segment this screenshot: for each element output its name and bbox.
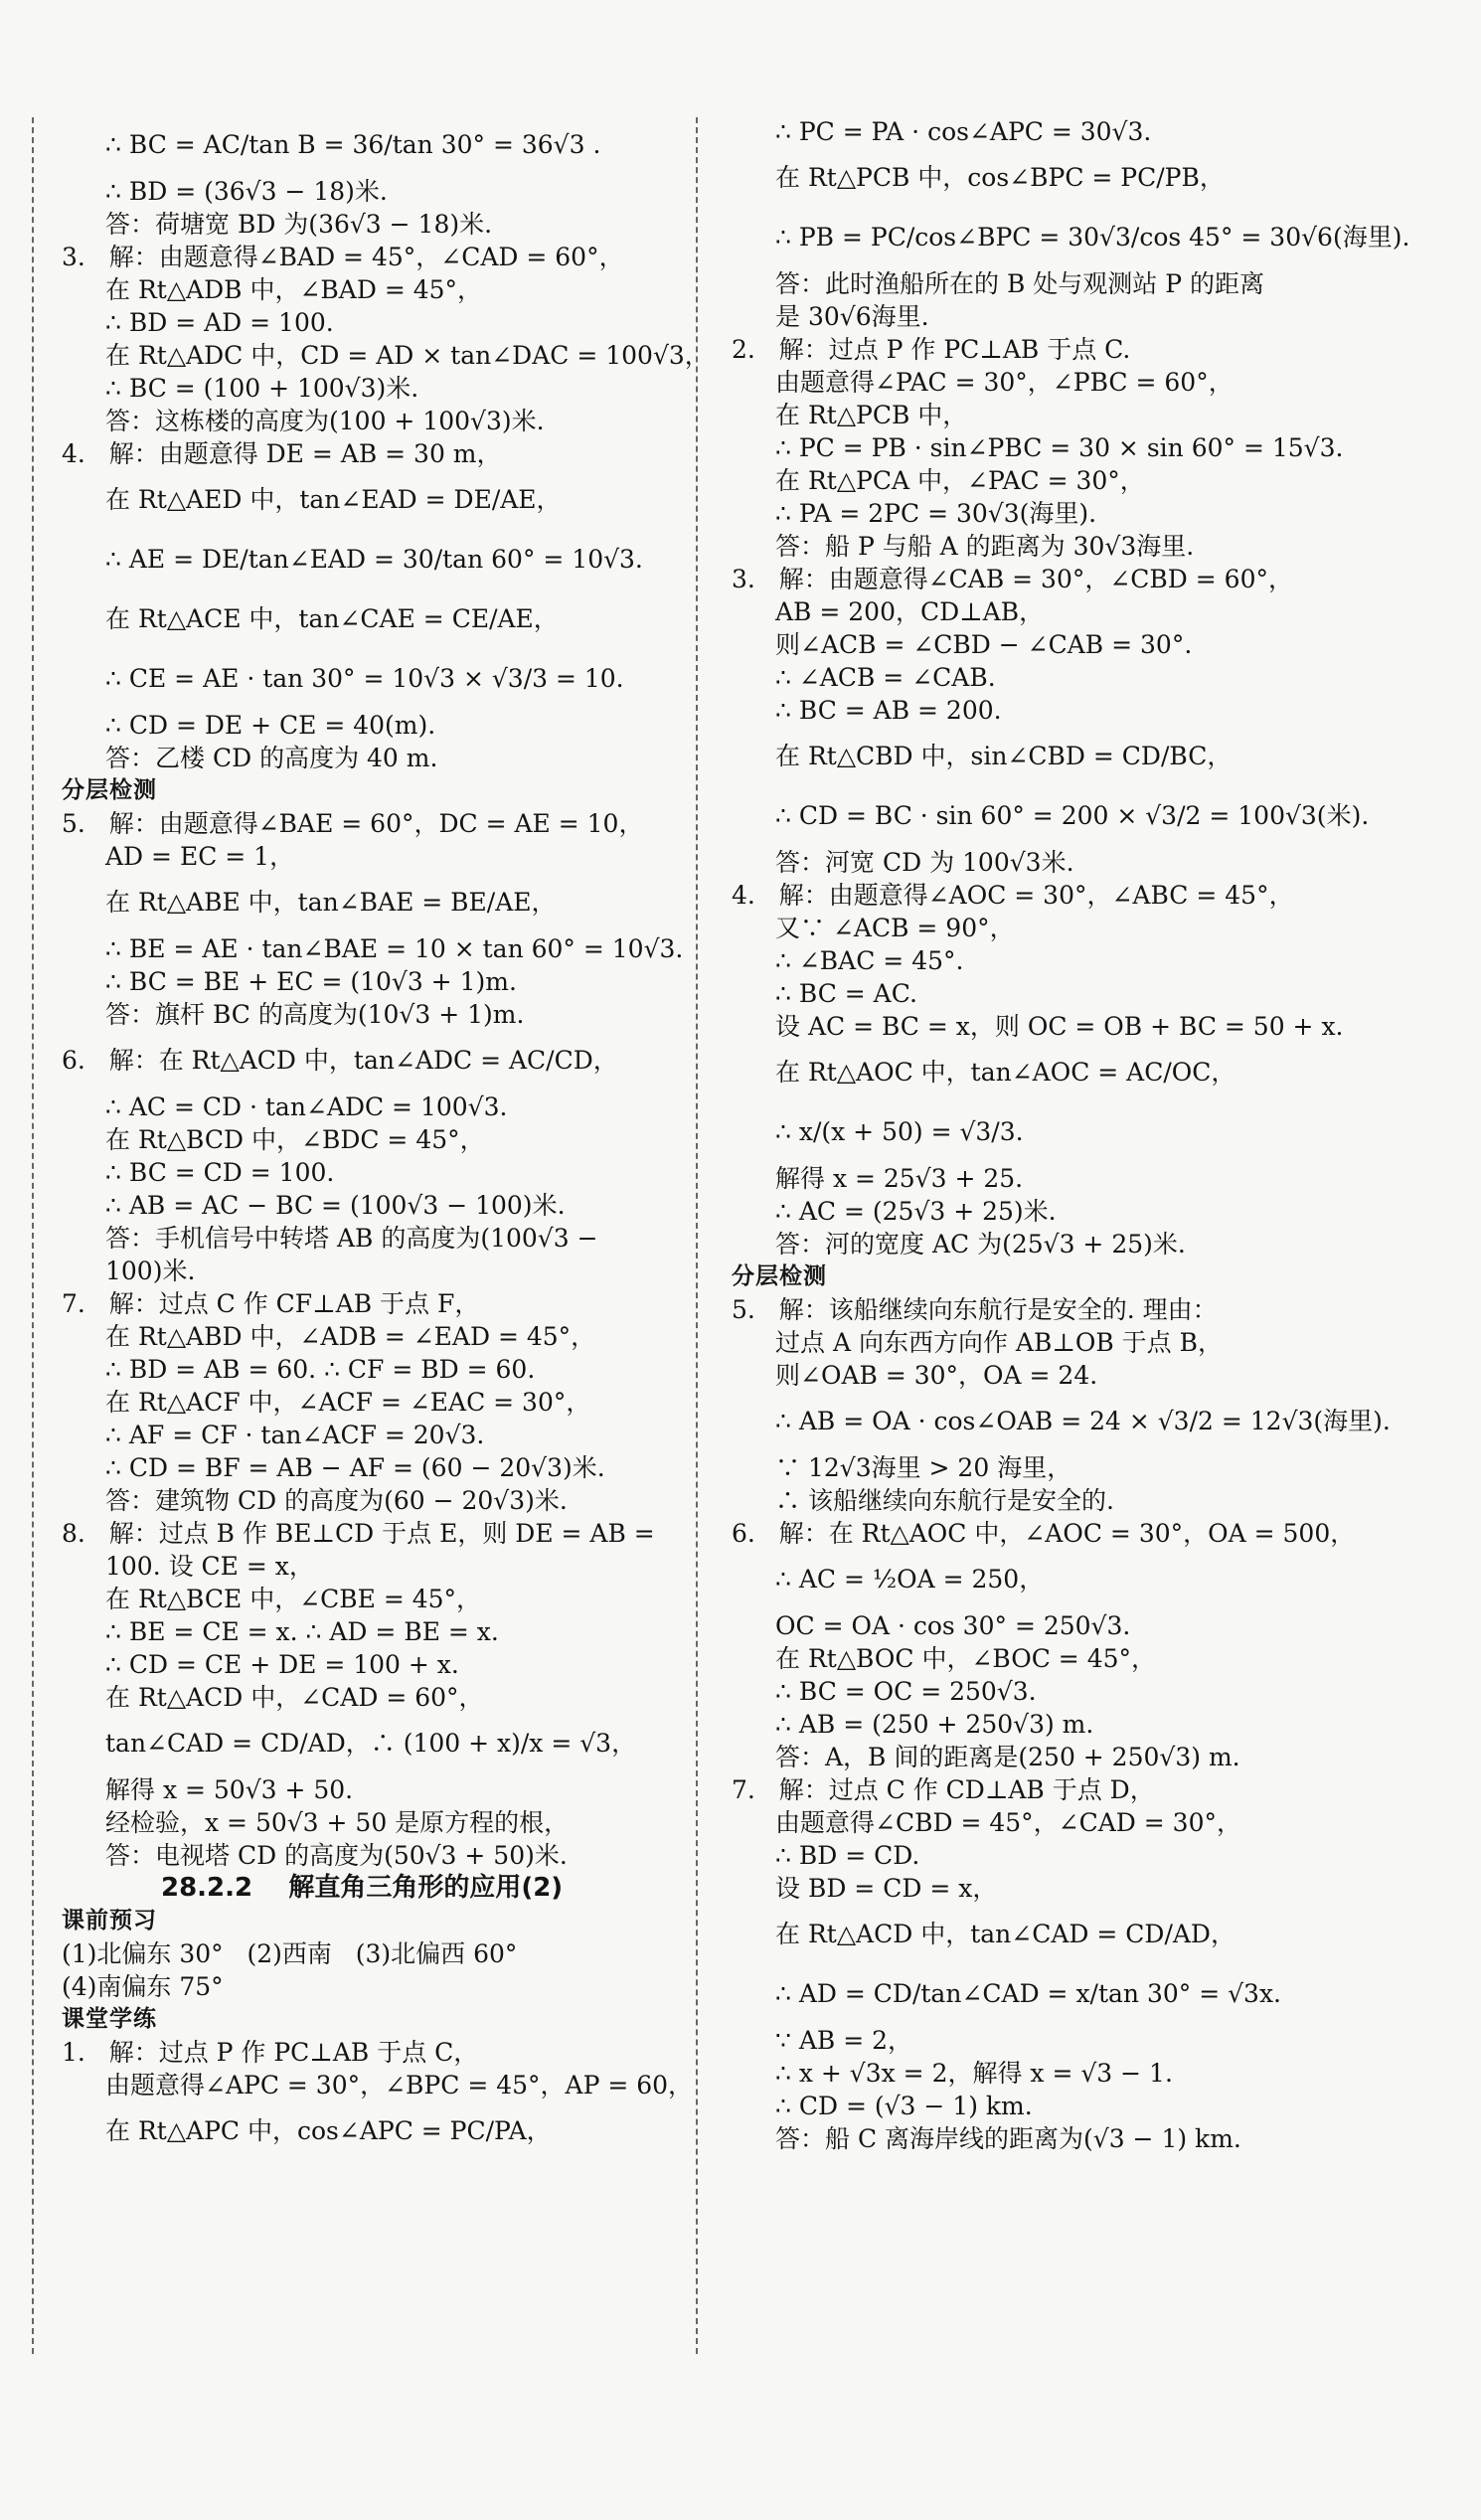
solution-line: ∴ PB = PC/cos∠BPC = 30√3/cos 45° = 30√6(海里). [775,223,1410,252]
solution-line: ∵ 12√3海里 > 20 海里， [775,1453,1072,1482]
solution-line: ∴ AC = CD · tan∠ADC = 100√3. [105,1092,508,1121]
solution-line: 3. 解：由题意得∠BAD = 45°，∠CAD = 60°， [62,243,624,271]
solution-line: AB = 200，CD⊥AB， [775,597,1045,626]
solution-line: 在 Rt△CBD 中，sin∠CBD = CD/BC， [775,742,1233,770]
solution-line: ∴ BD = CD. [775,1841,920,1870]
solution-line: 1. 解：过点 P 作 PC⊥AB 于点 C， [62,2038,479,2067]
section-heading: 分层检测 [732,1263,827,1289]
solution-line: ∴ BD = (36√3 − 18)米. [105,177,388,206]
solution-line: 答：船 C 离海岸线的距离为(√3 − 1) km. [775,2124,1241,2153]
solution-line: 在 Rt△AED 中，tan∠EAD = DE/AE， [105,485,562,514]
section-heading: 课堂学练 [62,2006,157,2032]
solution-line: 在 Rt△ADC 中，CD = AD × tan∠DAC = 100√3， [105,341,710,370]
solution-line: ∴ BD = AD = 100. [105,308,334,337]
solution-line: ∴ AB = (250 + 250√3) m. [775,1710,1094,1739]
solution-line: AD = EC = 1， [105,842,295,871]
solution-line: ∴ BC = BE + EC = (10√3 + 1)m. [105,967,517,996]
solution-line: 在 Rt△BOC 中，∠BOC = 45°， [775,1644,1157,1673]
solution-line: 在 Rt△BCE 中，∠CBE = 45°， [105,1585,482,1613]
right-column [732,115,1410,2155]
solution-line: 解得 x = 25√3 + 25. [775,1164,1024,1193]
solution-line: ∴ AF = CF · tan∠ACF = 20√3. [105,1421,485,1449]
solution-line: 6. 解：在 Rt△ACD 中，tan∠ADC = AC/CD， [62,1046,618,1075]
solution-line: 在 Rt△PCB 中， [775,401,968,429]
solution-line: 2. 解：过点 P 作 PC⊥AB 于点 C. [732,335,1131,364]
solution-line: ∴ AB = AC − BC = (100√3 − 100)米. [105,1191,566,1220]
solution-line: 解得 x = 50√3 + 50. [105,1775,354,1804]
solution-line: 由题意得∠CBD = 45°，∠CAD = 30°， [775,1808,1241,1837]
solution-line: 又∵ ∠ACB = 90°， [775,914,1015,942]
solution-line: 过点 A 向东西方向作 AB⊥OB 于点 B， [775,1328,1223,1357]
solution-line: 5. 解：该船继续向东航行是安全的. 理由： [732,1295,1218,1324]
solution-line: OC = OA · cos 30° = 250√3. [775,1611,1131,1640]
solution-line: 4. 解：由题意得∠AOC = 30°，∠ABC = 45°， [732,881,1294,910]
solution-line: 是 30√6海里. [775,302,929,331]
solution-line: ∴ ∠ACB = ∠CAB. [775,663,996,692]
solution-line: 答：河宽 CD 为 100√3米. [775,848,1074,877]
section-heading: 分层检测 [62,777,157,803]
solution-line: ∴ BC = AC. [775,979,917,1008]
solution-line: ∴ ∠BAC = 45°. [775,946,964,975]
solution-line: ∴ AE = DE/tan∠EAD = 30/tan 60° = 10√3. [105,545,643,574]
solution-line: 则∠OAB = 30°，OA = 24. [775,1361,1098,1390]
solution-line: 在 Rt△ACD 中，tan∠CAD = CD/AD， [775,1920,1235,1948]
solution-line: 7. 解：过点 C 作 CD⊥AB 于点 D， [732,1775,1155,1804]
solution-line: 在 Rt△ACD 中，∠CAD = 60°， [105,1683,484,1712]
solution-line: 在 Rt△ABE 中，tan∠BAE = BE/AE， [105,888,557,917]
solution-line: (1)北偏东 30° (2)西南 (3)北偏西 60° [62,1939,518,1968]
solution-line: 在 Rt△PCA 中，∠PAC = 30°， [775,466,1145,495]
solution-line: ∴ BE = CE = x. ∴ AD = BE = x. [105,1617,499,1646]
solution-line: (4)南偏东 75° [62,1972,224,2001]
solution-line: 答：此时渔船所在的 B 处与观测站 P 的距离 [775,269,1264,298]
solution-line: ∴ x/(x + 50) = √3/3. [775,1117,1024,1146]
solution-line: 在 Rt△AOC 中，tan∠AOC = AC/OC， [775,1058,1236,1087]
solution-line: ∴ PA = 2PC = 30√3(海里). [775,499,1097,528]
solution-line: ∴ BC = AC/tan B = 36/tan 30° = 36√3 . [105,130,601,159]
solution-line: 答：手机信号中转塔 AB 的高度为(100√3 − [105,1224,598,1253]
solution-line: ∴ BE = AE · tan∠BAE = 10 × tan 60° = 10√3. [105,934,684,963]
solution-line: 由题意得∠PAC = 30°，∠PBC = 60°， [775,368,1234,397]
solution-line: 答：A，B 间的距离是(250 + 250√3) m. [775,1743,1240,1771]
left-margin-rule [32,117,34,2354]
solution-line: tan∠CAD = CD/AD，∴ (100 + x)/x = √3， [105,1729,637,1758]
solution-line: ∴ AC = ½OA = 250， [775,1565,1045,1594]
solution-line: ∴ 该船继续向东航行是安全的. [775,1486,1114,1515]
solution-line: 设 AC = BC = x，则 OC = OB + BC = 50 + x. [775,1012,1344,1041]
solution-line: ∴ CD = (√3 − 1) km. [775,2092,1033,2120]
solution-line: 在 Rt△ACE 中，tan∠CAE = CE/AE， [105,604,559,633]
solution-line: ∴ BC = CD = 100. [105,1158,335,1187]
solution-line: ∴ AC = (25√3 + 25)米. [775,1197,1057,1226]
solution-line: 100. 设 CE = x， [105,1552,314,1581]
solution-line: ∴ CD = DE + CE = 40(m). [105,711,436,740]
solution-line: 答：船 P 与船 A 的距离为 30√3海里. [775,532,1195,561]
solution-line: ∴ BC = OC = 250√3. [775,1677,1037,1706]
solution-line: 5. 解：由题意得∠BAE = 60°，DC = AE = 10， [62,809,644,838]
solution-line: ∴ AD = CD/tan∠CAD = x/tan 30° = √3x. [775,1979,1282,2008]
solution-line: ∴ PC = PB · sin∠PBC = 30 × sin 60° = 15√3. [775,433,1344,462]
section-heading: 课前预习 [62,1908,157,1933]
solution-line: 在 Rt△APC 中，cos∠APC = PC/PA， [105,2116,552,2145]
solution-line: 由题意得∠APC = 30°，∠BPC = 45°，AP = 60， [105,2071,694,2100]
solution-line: ∴ AB = OA · cos∠OAB = 24 × √3/2 = 12√3(海里). [775,1407,1391,1435]
column-divider [696,117,698,2354]
solution-line: 答：这栋楼的高度为(100 + 100√3)米. [105,407,545,435]
solution-line: ∴ PC = PA · cos∠APC = 30√3. [775,117,1152,146]
solution-line: 答：乙楼 CD 的高度为 40 m. [105,744,438,772]
solution-line: ∴ BC = AB = 200. [775,696,1002,725]
section-title: 28.2.2 解直角三角形的应用(2) [161,1873,564,1903]
solution-line: 答：荷塘宽 BD 为(36√3 − 18)米. [105,210,493,239]
solution-line: ∴ x + √3x = 2，解得 x = √3 − 1. [775,2059,1173,2088]
solution-line: ∵ AB = 2， [775,2026,913,2055]
solution-line: 4. 解：由题意得 DE = AB = 30 m， [62,439,502,468]
solution-line: 8. 解：过点 B 作 BE⊥CD 于点 E，则 DE = AB = [62,1519,655,1548]
solution-line: ∴ CE = AE · tan 30° = 10√3 × √3/3 = 10. [105,664,624,693]
solution-line: 7. 解：过点 C 作 CF⊥AB 于点 F， [62,1289,480,1318]
solution-line: 经检验，x = 50√3 + 50 是原方程的根， [105,1808,570,1837]
solution-line: 答：旗杆 BC 的高度为(10√3 + 1)m. [105,1000,525,1029]
solution-line: 在 Rt△PCB 中，cos∠BPC = PC/PB， [775,163,1225,192]
solution-line: 在 Rt△BCD 中，∠BDC = 45°， [105,1125,485,1154]
left-column [62,115,710,2161]
solution-line: 在 Rt△ABD 中，∠ADB = ∠EAD = 45°， [105,1322,596,1351]
solution-line: 在 Rt△ACF 中，∠ACF = ∠EAC = 30°， [105,1388,591,1417]
solution-line: 则∠ACB = ∠CBD − ∠CAB = 30°. [775,630,1193,659]
solution-line: 答：电视塔 CD 的高度为(50√3 + 50)米. [105,1841,568,1870]
solution-line: ∴ CD = CE + DE = 100 + x. [105,1650,459,1679]
solution-line: 答：建筑物 CD 的高度为(60 − 20√3)米. [105,1486,568,1515]
solution-line: ∴ BD = AB = 60. ∴ CF = BD = 60. [105,1355,536,1384]
solution-line: 6. 解：在 Rt△AOC 中，∠AOC = 30°，OA = 500， [732,1519,1356,1548]
solution-line: 设 BD = CD = x， [775,1874,998,1903]
solution-line: ∴ CD = BF = AB − AF = (60 − 20√3)米. [105,1453,605,1482]
solution-line: ∴ BC = (100 + 100√3)米. [105,374,419,403]
solution-line: 100)米. [105,1257,196,1285]
solution-line: 3. 解：由题意得∠CAB = 30°，∠CBD = 60°， [732,565,1293,593]
solution-line: 答：河的宽度 AC 为(25√3 + 25)米. [775,1230,1186,1259]
solution-line: ∴ CD = BC · sin 60° = 200 × √3/2 = 100√3(米). [775,801,1370,830]
solution-line: 在 Rt△ADB 中，∠BAD = 45°， [105,275,483,304]
